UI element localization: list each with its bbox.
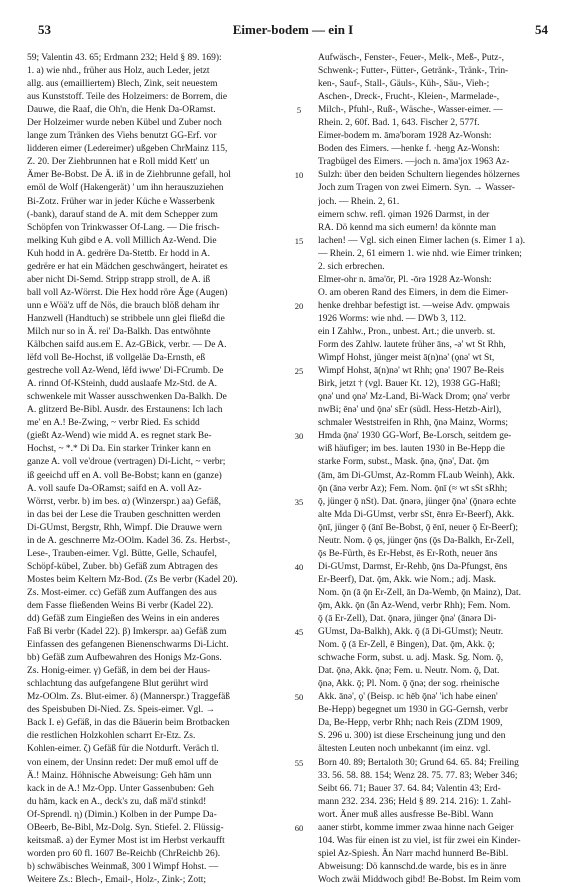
text-line: schwache Form, subst. u. adj. Mask. Sg. Nom. ǭ, xyxy=(318,653,504,664)
text-line: A. voll saufe Da-ORamst; saifd en A. voll Az- xyxy=(27,483,202,494)
text-line: worden pro 60 fl. 1607 Be-Reichb (ChrReichb 26). xyxy=(27,848,221,859)
line-number: 35 xyxy=(294,496,304,507)
text-line: Di-GUmst, Darmst, Er-Rehb, ǭns Da-Pfungst, ēns xyxy=(318,561,508,572)
text-line: Rhein. 2, 60f. Bad. 1, 643. Fischer 2, 577f. xyxy=(318,118,480,129)
text-line: dd) Gefäß zum Eingießen des Weins in ein anderes xyxy=(27,614,220,625)
text-line: Zs. Most-eimer. cc) Gefäß zum Auffangen des aus xyxy=(27,587,217,598)
text-line: lidderen eimer (Ledereimer) ußgeben ChrMainz 115, xyxy=(27,144,228,155)
text-line: aber nicht Di-Semd. Stripp strapp stroll, de A. iß xyxy=(27,274,211,285)
text-line: Kuh hodd in A. gedrëre Da-Stettb. Er hodd in A. xyxy=(27,248,210,259)
text-line: lange zum Tränken des Viehs benutzt GG-Erf. vor xyxy=(27,131,217,142)
text-line: Sulzh: über den beiden Schultern liegendes hölzernes xyxy=(318,170,520,181)
text-line: Tragbügel des Eimers. —joch n. āmə'jox 1963 Az- xyxy=(318,157,510,168)
text-line: ǭm, Akk. ǭn (ǟn Az-Wend, verbr Rhh); Fem. Nom. xyxy=(318,600,511,611)
text-line: schmaler Weststreifen in Rhh, ǭnǝ Mainz, Worms; xyxy=(318,418,508,429)
text-line: starke Form, subst., Mask. ǭnǝ, ǭnǝ', Dat. ǭm xyxy=(318,457,490,468)
text-line: Wimpf Hohst, jünger meist ā(n)nə' (ǫnǝ' wt St, xyxy=(318,353,495,364)
line-number: 15 xyxy=(294,235,304,246)
text-line: Eimer-bodem m. āmə'borəm 1928 Az-Wonsh: xyxy=(318,131,492,142)
left-column xyxy=(27,52,282,887)
text-line: nwBi; ēnǝ' und ǭnǝ' sEr (südl. Hess-Hetzb-Airl), xyxy=(318,405,502,416)
text-line: Aufwäsch-, Fenster-, Feuer-, Melk-, Meß-, Putz-, xyxy=(318,53,504,63)
text-line: schlachtung das aufgefangene Blut gerührt wird xyxy=(27,679,209,690)
text-line: Bi-Zotz. Früher war in jeder Küche e Wasserbenk xyxy=(27,196,215,207)
text-line: Weitere Zs.: Blech-, Email-, Holz-, Zink-; Zott; xyxy=(27,874,207,885)
text-line: dem Fasse fließenden Weins Bi verbr (Kadel 22). xyxy=(27,600,214,611)
text-line: Joch zum Tragen von zwei Eimern. Syn. → Wasser- xyxy=(318,183,516,194)
text-line: O. am oberen Rand des Eimers, in dem die Eimer- xyxy=(318,287,509,298)
text-line: Hochst, ~ *.* Di Da. Ein starker Trinker kann en xyxy=(27,444,211,455)
line-number: 10 xyxy=(294,170,304,181)
text-line: iß geeichd uff en A. voll Be-Bobst; kann en (ganze) xyxy=(27,470,222,481)
text-line: Elmer-ohr n. āmə'ōr, Pl. -ōrə 1928 Az-Wonsh: xyxy=(318,274,492,285)
line-number: 50 xyxy=(294,692,304,703)
text-line: 2. sich erbrechen. xyxy=(318,261,385,272)
text-line: ball voll Az-Wörrst. Die Hex hodd röre Äge (Augen) xyxy=(27,287,228,298)
text-line: Hanzwell (Handtuch) se stribbele unn glei fließd die xyxy=(27,313,225,324)
text-line: Of-Sprendl. η) (Dimin.) Kolben in der Pumpe Da- xyxy=(27,809,217,820)
running-head xyxy=(38,22,548,40)
text-line: Zs. Honig-eimer. γ) Gefäß, in dem bei der Haus- xyxy=(27,666,211,677)
text-line: Back I. e) Gefäß, in das die Bäuerin beim Brotbacken xyxy=(27,718,230,729)
text-line: (gießt Az-Wend) wie midd A. es regnet stark Be- xyxy=(27,431,212,442)
text-line: Mz-OOlm. Zs. Blut-eimer. δ) (Mannerspr.) Traggefäß xyxy=(27,692,231,703)
line-number: 45 xyxy=(294,627,304,638)
line-number: 25 xyxy=(294,366,304,377)
text-line: ken-, Sauf-, Stall-, Gäuls-, Küh-, Säu-, Vieh-; xyxy=(318,79,490,90)
text-line: Einfassen des gefangenen Bienenschwarms Di-Licht. xyxy=(27,640,229,651)
text-line: in de A. geschnerre Mz-OOlm. Kadel 36. Zs. Herbst-, xyxy=(27,535,231,546)
text-line: b) schwäbisches Weinmaß, 300 l Wimpf Hohst. — xyxy=(27,861,219,872)
text-line: Kälbchen saifd aus.em E. Az-GBick, verbr. — De A. xyxy=(27,340,227,351)
text-line: (ām, ām Di-GUmst, Az-Romm FLaub Weinh), Akk. xyxy=(318,470,515,481)
page-number-right: 54 xyxy=(535,22,548,37)
text-line: Hmda ǭnǝ' 1930 GG-Worf, Be-Lorsch, seitdem ge- xyxy=(318,431,512,442)
text-line: Ämer Be-Bobst. De Ä. iß in de Ziehbrunne gefall, hol xyxy=(27,170,231,181)
text-line: du hām, kack en A., deck's zu, daß mä'd stinkd! xyxy=(27,796,207,807)
text-line: melking Kuh gibd e A. voll Millich Az-Wend. Die xyxy=(27,235,217,246)
text-line: Nom. ǭ (ā Er-Zell, ē Bingen), Dat. ǭm, Akk. ǭ; xyxy=(318,640,495,651)
text-line: ältesten Leuten noch unbekannt (im einz. vgl. xyxy=(318,744,491,755)
text-line: von einem, der Unsinn redet: Der muß emol uff de xyxy=(27,757,219,768)
text-line: OBeerb, Be-Bibl, Mz-Dolg. Syn. Stiefel. 2. Flüssig- xyxy=(27,822,224,833)
line-number: 40 xyxy=(294,561,304,572)
text-line: die restlichen Holzkohlen scharrt Er-Etz. Zs. xyxy=(27,731,196,742)
text-line: 1926 Worms: wie nhd. — DWb 3, 112. xyxy=(318,313,467,324)
text-line: — Rhein. 2, 61 eimern 1. wie nhd. wie Eimer trinken; xyxy=(318,248,522,259)
text-line: 33. 56. 58. 88. 154; Wenz 28. 75. 77. 83; Weber 346; xyxy=(318,770,518,781)
text-line: bb) Gefäß zum Aufbewahren des Honigs Mz-Gons. xyxy=(27,653,222,664)
text-line: Dauwe, die Raaf, die Oh'n, die Henk Da-ORamst. xyxy=(27,105,216,116)
text-line: me' en A.! Be-Zwing, ~ verbr Ried. Es schidd xyxy=(27,418,200,429)
line-number: 60 xyxy=(294,822,304,833)
text-line: lachen! — Vgl. sich einen Eimer lachen (s. Eimer 1 a). xyxy=(318,235,526,246)
text-line: emöl de Wolf (Hakengerät) ' um ihn herauszuziehen xyxy=(27,183,224,194)
text-line: Kohlen-eimer. ζ) Gefäß für die Notdurft. Veräch tl. xyxy=(27,744,219,755)
text-line: Schöpf-kübel, Zuber. bb) Gefäß zum Abtragen des xyxy=(27,561,218,572)
text-line: ǭ, jünger ǭ nSt). Dat. ǭnǝrǝ, jünger ǭnǝ' (ǭnǝrǝ echte xyxy=(318,496,516,507)
line-number: 20 xyxy=(294,300,304,311)
text-line: joch. — Rhein. 2, 61. xyxy=(318,196,400,207)
text-line: Birk, jetzt † (vgl. Bauer Kt. 12), 1938 GG-Haßl; xyxy=(318,379,501,390)
text-line: ǭn (ānǝ verbr Az); Fem. Nom. ǭnī (≈ wt sSt sRhh; xyxy=(318,483,508,494)
text-line: Der Holzeimer wurde neben Kübel und Zuber noch xyxy=(27,118,222,129)
text-line: Boden des Eimers. —henke f. ·heŋg Az-Wonsh: xyxy=(318,144,500,155)
text-line: Dat. ǭnǝ, Akk. ǭnǝ; Fem. u. Neutr. Nom. ǭ, Dat. xyxy=(318,666,500,677)
text-line: allg. aus (emailliertem) Blech, Zink, seit neuestem xyxy=(27,79,218,90)
text-line: Z. 20. Der Ziehbrunnen hat e Roll midd Kett' un xyxy=(27,157,210,168)
text-line: ǫnǝ' und ǫnǝ' Mz-Land, Bi-Wack Drom; ǫnǝ' verbr xyxy=(318,392,510,403)
text-line: Ä.! Mainz. Höhnische Abweisung: Geh hām unn xyxy=(27,770,212,781)
text-line: Seibt 66. 71; Bauer 37. 64. 84; Valentin 43; Erd- xyxy=(318,783,501,794)
text-line: Milch nur so in Ä. rei' Da-Balkh. Das entwöhnte xyxy=(27,326,211,337)
text-line: Aschen-, Dreck-, Frucht-, Kleien-, Marmelade-, xyxy=(318,92,500,103)
text-line: aaner stirbt, komme immer zwaa hinne nach Geiger xyxy=(318,822,514,833)
text-line: lëfd voll Be-Hochst, iß vollgeläe Da-Ernsth, eß xyxy=(27,353,206,364)
text-line: ǭnī, jünger ǭ (ānī Be-Bobst, ǭ ēnī, neuer ǭ Er-Beerf); xyxy=(318,522,519,533)
text-line: Nom. ǭn (ā ǭn Er-Zell, ān Da-Wemb, ǭn Mainz), Dat. xyxy=(318,587,521,598)
text-line: Wimpf Hohst, ā(n)nǝ' wt Rhh; ǫnǝ' 1907 Be-Reis xyxy=(318,366,504,377)
text-line: gestreche voll Az-Wend, lëfd iwwe' Di-FCrumb. De xyxy=(27,366,224,377)
text-line: des Speisbuben Di-Nied. Zs. Speis-eimer. Vgl. → xyxy=(27,705,216,716)
text-line: S. 296 u. 300) ist diese Erscheinung jung und den xyxy=(318,731,506,742)
text-line: (-bank), darauf stand de A. mit dem Schepper zum xyxy=(27,209,218,220)
text-line: Akk. ānǝ', ǫ' (Beisp. ɪᴄ hēb ǭnǝ' 'ich habe einen' xyxy=(318,692,498,703)
text-line: Da, Be-Hepp, verbr Rhh; nach Reis (ZDM 1909, xyxy=(318,718,503,729)
text-line: ǭnǝ, Akk. ǭ; Pl. Nom. ǭ ǭnǝ; der sog. rheinische xyxy=(318,679,500,690)
text-line: spiel Az-Spiesh. Än Narr machd hunnerd Be-Bibl. xyxy=(318,848,509,859)
text-line: aus Kunststoff. Teile des Holzeimers: de Borrem, die xyxy=(27,92,228,103)
text-line: A. rinnd Of-KSteinh, dudd auslaafe Mz-Std. de A. xyxy=(27,379,218,390)
text-line: Neutr. Nom. ǭ ǫs, jünger ǭns (ǭs Da-Balkh, Er-Zell, xyxy=(318,535,515,546)
text-line: in das bei der Lese die Trauben geschnitten werden xyxy=(27,509,221,520)
text-line: Form des Zahlw. lautete früher āns, -ǝ' wt St Rhh, xyxy=(318,340,506,351)
text-line: Abweisung: Dö kannschd.de warde, bis es in änre xyxy=(318,861,507,872)
text-line: wiß häufiger; im bes. lauten 1930 in Be-Hepp die xyxy=(318,444,505,455)
text-line: schwenkele mit Wasser ausschwenken Da-Balkh. De xyxy=(27,392,227,403)
text-line: wort. Äner muß alles ausfresse Be-Bibl. Wann xyxy=(318,809,494,820)
text-line: ǭs Be-Fürth, ēs Er-Hebst, ēs Er-Roth, neuer āns xyxy=(318,548,498,559)
text-line: Be-Hepp) begegnet um 1930 in GG-Gernsh, verbr xyxy=(318,705,509,716)
text-line: A. glitzerd Be-Bibl. Ausdr. des Erstaunens: Ich lach xyxy=(27,405,223,416)
text-line: Born 40. 89; Bertaloth 30; Grund 64. 65. 84; Freiling xyxy=(318,757,519,768)
text-line: keitsmaß. a) der Eymer Most ist im Herbst verkaufft xyxy=(27,835,225,846)
text-line: 1. a) wie nhd., früher aus Holz, auch Leder, jetzt xyxy=(27,66,210,77)
line-number: 5 xyxy=(296,105,302,116)
text-line: Woch zwäi Middwoch gibd! Be-Bobst. Im Reim vom xyxy=(318,874,521,885)
text-line: 104. Was für einen ist zu viel, ist für zwei ein Kinder- xyxy=(318,835,521,846)
text-line: henke drehbar befestigt ist. —weise Adv. ǫmpwais xyxy=(318,300,510,311)
text-line: Wörrst, verbr. b) im bes. α) (Winzerspr.) aa) Gefäß, xyxy=(27,496,222,507)
running-title: Eimer-bodem — ein I xyxy=(232,22,354,37)
page-number-left: 53 xyxy=(38,22,51,37)
text-line: ganze A. voll ve'droue (vertragen) Di-Licht, ~ verbr; xyxy=(27,457,226,468)
text-line: ǭ (ā Er-Zell), Dat. ǭnǝrǝ, jünger ǭnǝ' (ānǝrǝ Di- xyxy=(318,614,497,625)
text-line: kack in de A.! Mz-Opp. Unter Gassenbuben: Geh xyxy=(27,783,214,794)
text-line: ein I Zahlw., Pron., unbest. Art.; die unverb. st. xyxy=(318,326,496,337)
text-line: Faß Bi verbr (Kadel 22). β) Imkerspr. aa) Gefäß zum xyxy=(27,627,227,638)
text-line: Schwenk-; Futter-, Fütter-, Getränk-, Tränk-, Trin- xyxy=(318,66,509,77)
line-number: 30 xyxy=(294,431,304,442)
text-line: gedrëre er hat ein Mädchen geschwängert, heiratet es xyxy=(27,261,228,272)
text-line: eimern schw. refl. ǫimǝn 1926 Darmst, in der xyxy=(318,209,490,220)
text-line: Di-GUmst, Bergstr, Rhh, Wimpf. Die Drauwe wern xyxy=(27,522,222,533)
line-number: 55 xyxy=(294,757,304,768)
text-line: 59; Valentin 43. 65; Erdmann 232; Held § 89. 169): xyxy=(27,53,222,63)
text-line: GUmst, Da-Balkh), Akk. ǭ (ā Di-GUmst); Neutr. xyxy=(318,627,504,638)
text-line: Lese-, Trauben-eimer. Vgl. Bütte, Gelle, Schaufel, xyxy=(27,548,217,559)
text-line: Er-Beerf), Dat. ǭm, Akk. wie Nom.; adj. Mask. xyxy=(318,574,497,585)
text-line: RA. Dö kennd ma sich eumern! da könnte man xyxy=(318,222,496,233)
right-column xyxy=(318,52,573,887)
text-line: Mostes beim Keltern Mz-Bod. (Zs Be verbr (Kadel 20). xyxy=(27,574,238,585)
text-line: unn e Wöä'z uff de Nös, die brauch blöß deham ihr xyxy=(27,300,220,311)
text-line: mann 232. 234. 236; Held § 89. 214. 216): 1. Zahl- xyxy=(318,796,512,807)
text-line: Milch-, Pfuhl-, Ruß-, Wäsche-, Wasser-eimer. — xyxy=(318,105,503,116)
text-line: Schöpfen von Trinkwasser Of-Lang. — Die frisch- xyxy=(27,222,220,233)
text-line: alte Mda Di-GUmst, verbr sSt, ēnrǝ Er-Beerf), Akk. xyxy=(318,509,515,520)
